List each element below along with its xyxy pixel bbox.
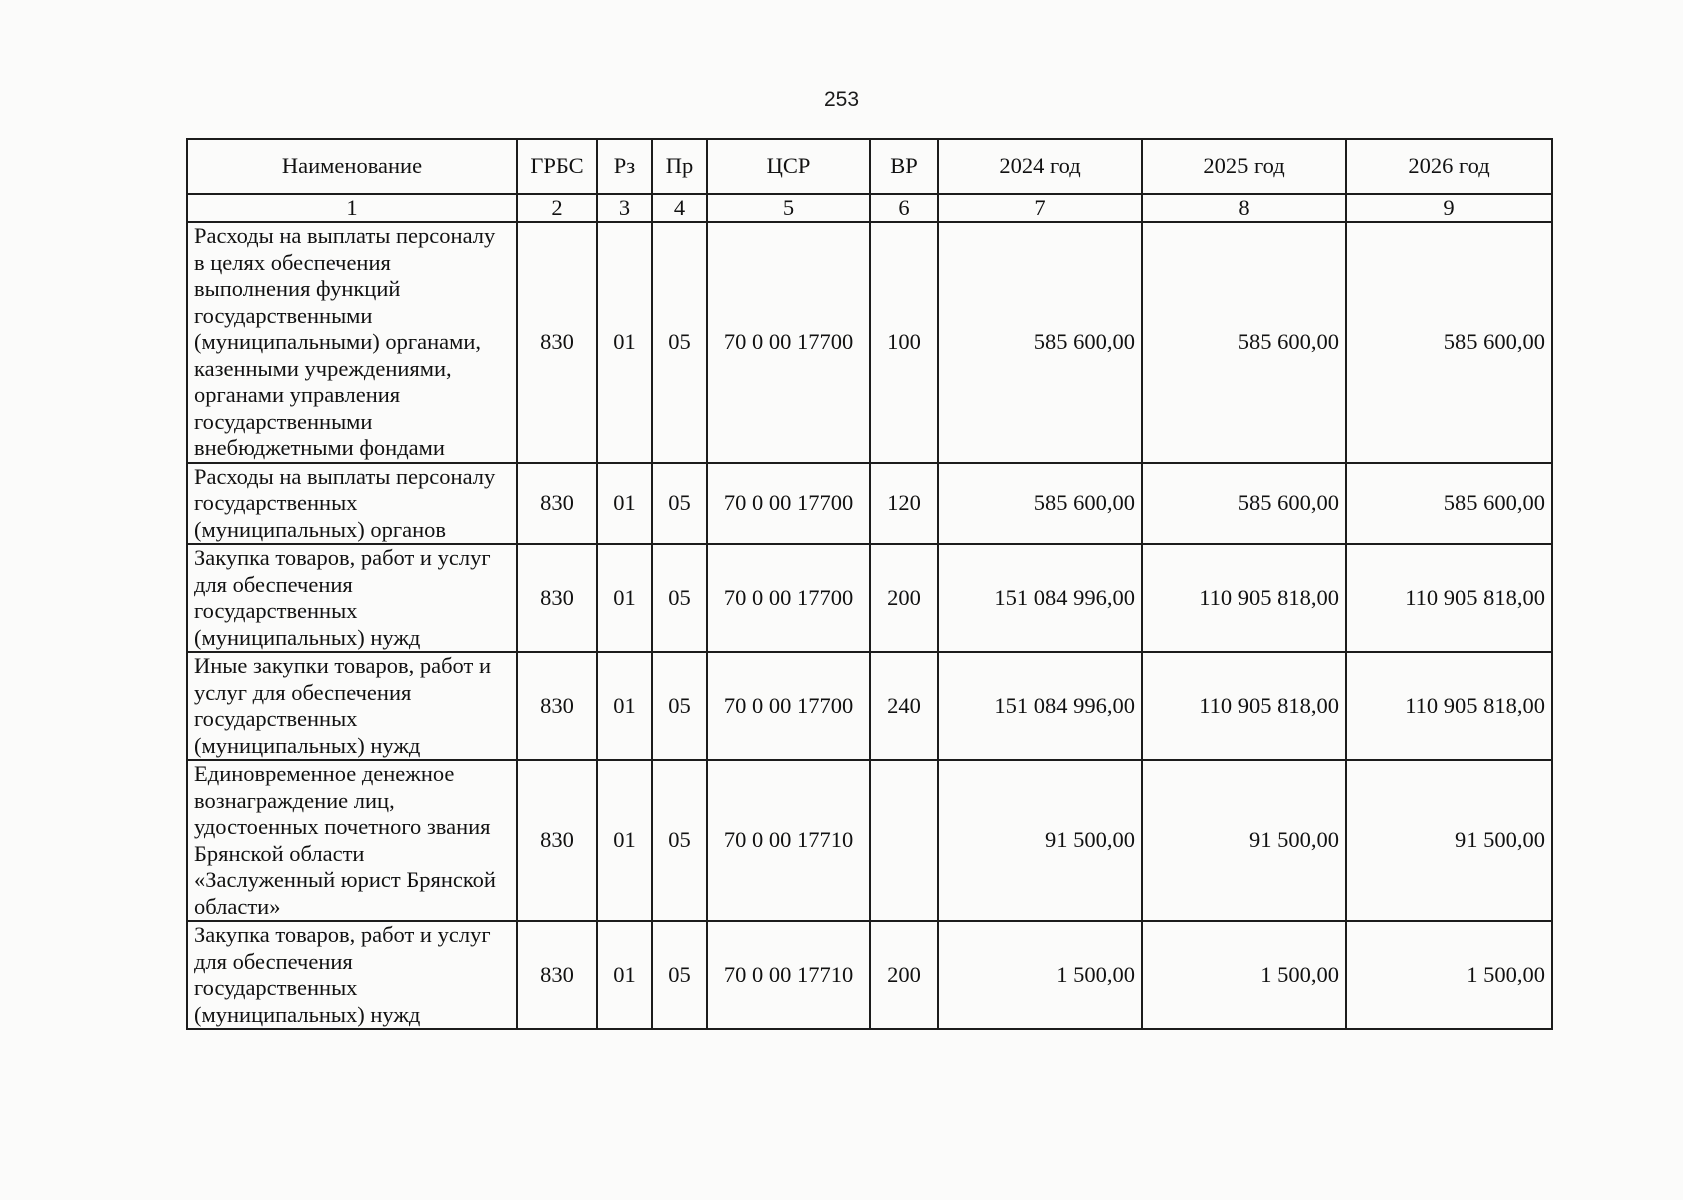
vr-cell: 100 [870,222,938,463]
amount-2024-cell: 151 084 996,00 [938,652,1142,760]
csr-cell: 70 0 00 17700 [707,544,870,652]
expense-name-cell: Закупка товаров, работ и услуг для обеспечения государственных (муниципальных) нужд [187,921,517,1029]
vr-cell: 240 [870,652,938,760]
column-header-name: Наименование [187,139,517,194]
rz-cell: 01 [597,544,652,652]
expense-name-cell: Закупка товаров, работ и услуг для обеспечения государственных (муниципальных) нужд [187,544,517,652]
grbs-cell: 830 [517,544,597,652]
amount-2026-cell: 110 905 818,00 [1346,544,1552,652]
csr-cell: 70 0 00 17710 [707,760,870,921]
rz-cell: 01 [597,760,652,921]
pr-cell: 05 [652,921,707,1029]
column-header-2024: 2024 год [938,139,1142,194]
amount-2024-cell: 1 500,00 [938,921,1142,1029]
amount-2026-cell: 110 905 818,00 [1346,652,1552,760]
csr-cell: 70 0 00 17700 [707,463,870,545]
column-number: 8 [1142,194,1346,222]
expense-name-cell: Расходы на выплаты персоналу государственных (муниципальных) органов [187,463,517,545]
column-number: 6 [870,194,938,222]
vr-cell: 120 [870,463,938,545]
column-header-csr: ЦСР [707,139,870,194]
rz-cell: 01 [597,652,652,760]
expense-name-cell: Расходы на выплаты персоналу в целях обеспечения выполнения функций государственными (муниципальными) органами, казенными учреждениями, органами управления государственными внебюджетными фондами [187,222,517,463]
grbs-cell: 830 [517,222,597,463]
amount-2025-cell: 1 500,00 [1142,921,1346,1029]
table-row [187,760,1552,921]
column-header-2025: 2025 год [1142,139,1346,194]
pr-cell: 05 [652,544,707,652]
amount-2025-cell: 110 905 818,00 [1142,544,1346,652]
table-row [187,652,1552,760]
header-row [187,139,1552,194]
amount-2025-cell: 110 905 818,00 [1142,652,1346,760]
table-row [187,463,1552,545]
grbs-cell: 830 [517,652,597,760]
column-number-row [187,194,1552,222]
expense-name-cell: Иные закупки товаров, работ и услуг для обеспечения государственных (муниципальных) нужд [187,652,517,760]
amount-2025-cell: 585 600,00 [1142,463,1346,545]
pr-cell: 05 [652,652,707,760]
amount-2026-cell: 1 500,00 [1346,921,1552,1029]
table-row [187,921,1552,1029]
pr-cell: 05 [652,760,707,921]
column-number: 2 [517,194,597,222]
amount-2024-cell: 151 084 996,00 [938,544,1142,652]
column-number: 1 [187,194,517,222]
grbs-cell: 830 [517,463,597,545]
grbs-cell: 830 [517,921,597,1029]
column-header-2026: 2026 год [1346,139,1552,194]
column-header-rz: Рз [597,139,652,194]
amount-2024-cell: 91 500,00 [938,760,1142,921]
vr-cell: 200 [870,921,938,1029]
rz-cell: 01 [597,463,652,545]
pr-cell: 05 [652,222,707,463]
column-number: 5 [707,194,870,222]
column-number: 7 [938,194,1142,222]
table-row [187,544,1552,652]
amount-2026-cell: 91 500,00 [1346,760,1552,921]
amount-2024-cell: 585 600,00 [938,222,1142,463]
amount-2025-cell: 91 500,00 [1142,760,1346,921]
amount-2026-cell: 585 600,00 [1346,222,1552,463]
amount-2024-cell: 585 600,00 [938,463,1142,545]
vr-cell [870,760,938,921]
vr-cell: 200 [870,544,938,652]
page-number: 253 [823,88,860,111]
csr-cell: 70 0 00 17710 [707,921,870,1029]
table-row [187,222,1552,463]
rz-cell: 01 [597,222,652,463]
budget-table [186,138,1553,1030]
pr-cell: 05 [652,463,707,545]
amount-2026-cell: 585 600,00 [1346,463,1552,545]
csr-cell: 70 0 00 17700 [707,222,870,463]
column-header-grbs: ГРБС [517,139,597,194]
column-number: 9 [1346,194,1552,222]
amount-2025-cell: 585 600,00 [1142,222,1346,463]
csr-cell: 70 0 00 17700 [707,652,870,760]
column-header-vr: ВР [870,139,938,194]
column-header-pr: Пр [652,139,707,194]
column-number: 4 [652,194,707,222]
rz-cell: 01 [597,921,652,1029]
grbs-cell: 830 [517,760,597,921]
column-number: 3 [597,194,652,222]
expense-name-cell: Единовременное денежное вознаграждение лиц, удостоенных почетного звания Брянской области «Заслуженный юрист Брянской области» [187,760,517,921]
